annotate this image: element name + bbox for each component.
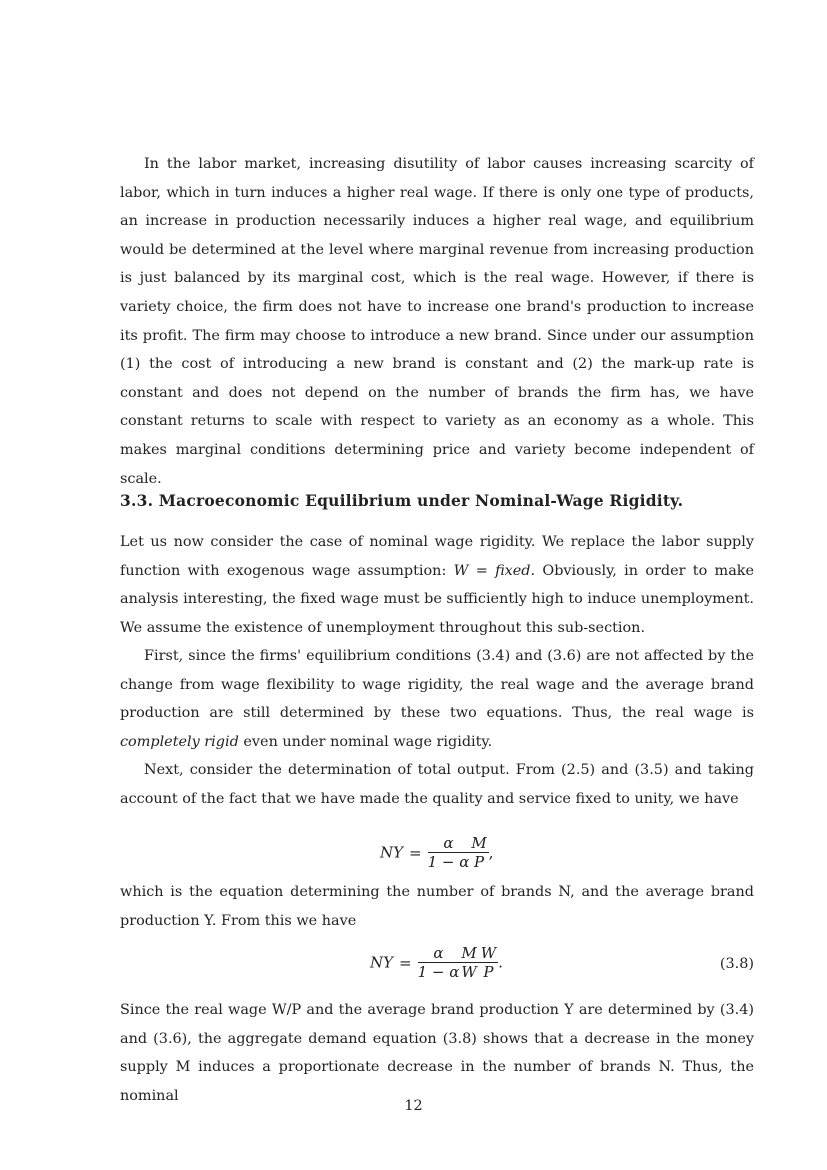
paragraph-brands: which is the equation determining the number of brands N, and the average brand production Y. From this we have bbox=[120, 884, 754, 929]
inline-formula: W = fixed. bbox=[453, 562, 536, 579]
paragraph-firms-equilibrium bbox=[120, 642, 754, 756]
eq-denominator: 1 − α bbox=[417, 963, 460, 981]
eq-denominator: P bbox=[474, 853, 485, 871]
eq-trail: . bbox=[498, 953, 503, 972]
emphasis-text: completely rigid bbox=[120, 733, 239, 750]
paragraph-nominal-wage bbox=[120, 528, 754, 642]
eq-denominator: P bbox=[483, 963, 494, 981]
paragraph-total-output: Next, consider the determination of total output. From (2.5) and (3.5) and taking account of the fact that we have made the quality and service fixed to unity, we have bbox=[120, 762, 754, 807]
eq-denominator: W bbox=[461, 963, 477, 981]
paragraph-labor-market: In the labor market, increasing disutility of labor causes increasing scarcity of labor, which in turn induces a higher real wage. If there is only one type of products, an increase in production necessarily induces a higher real wage, and equilibrium would be determined at the level where marginal revenue from increasing production is just balanced by its marginal cost, which is the real wage. However, if there is variety choice, the firm does not have to increase one brand's production to increase its profit. The firm may choose to introduce a new brand. Since under our assumption (1) the cost of introducing a new brand is constant and (2) the mark-up rate is constant and does not depend on the number of brands the firm has, we have constant returns to scale with respect to variety as an economy as a whole. This makes marginal conditions determining price and variety become independent of scale. bbox=[120, 156, 754, 487]
equation-unnumbered bbox=[380, 834, 494, 871]
eq-fraction bbox=[418, 944, 460, 981]
paragraph-aggregate-demand: Since the real wage W/P and the average brand production Y are determined by (3.4) and (3.6), the aggregate demand equation (3.8) shows that a decrease in the money supply M induces a proportionate decrease in the number of brands N. Thus, the nominal bbox=[120, 1002, 754, 1104]
text-segment: First, since the firms' equilibrium conditions (3.4) and (3.6) are not affected by the change from wage flexibility to wage rigidity, the real wage and the average brand production are still determined by these two equations. Thus, the real wage is bbox=[120, 648, 754, 722]
eq-fraction bbox=[428, 834, 470, 871]
equation-number: (3.8) bbox=[719, 956, 754, 972]
eq-fraction bbox=[459, 944, 478, 981]
text-segment: Obviously, in order to make analysis interesting, the fixed wage must be sufficiently high to induce unemployment. We assume the existence of unemployment throughout this sub-section. bbox=[120, 562, 755, 636]
text-segment: even under nominal wage rigidity. bbox=[243, 733, 493, 750]
eq-fraction bbox=[469, 834, 488, 871]
eq-denominator: 1 − α bbox=[427, 853, 470, 871]
eq-relation: = bbox=[409, 843, 422, 862]
section-heading: 3.3. Macroeconomic Equilibrium under Nominal-Wage Rigidity. bbox=[120, 491, 684, 510]
equation-3-8 bbox=[370, 944, 503, 981]
text-segment: Let us now consider the case of nominal wage rigidity. We replace the labor supply function with exogenous wage assumption: bbox=[120, 534, 754, 579]
eq-numerator: W bbox=[480, 944, 497, 962]
page-number: 12 bbox=[404, 1098, 423, 1114]
eq-relation: = bbox=[399, 953, 412, 972]
eq-numerator: M bbox=[471, 834, 487, 852]
eq-lhs: NY bbox=[380, 843, 404, 862]
eq-numerator: α bbox=[428, 834, 470, 853]
eq-lhs: NY bbox=[370, 953, 394, 972]
eq-numerator: α bbox=[418, 944, 460, 963]
eq-trail: , bbox=[488, 843, 494, 862]
eq-numerator: M bbox=[461, 944, 477, 962]
eq-fraction bbox=[479, 944, 498, 981]
